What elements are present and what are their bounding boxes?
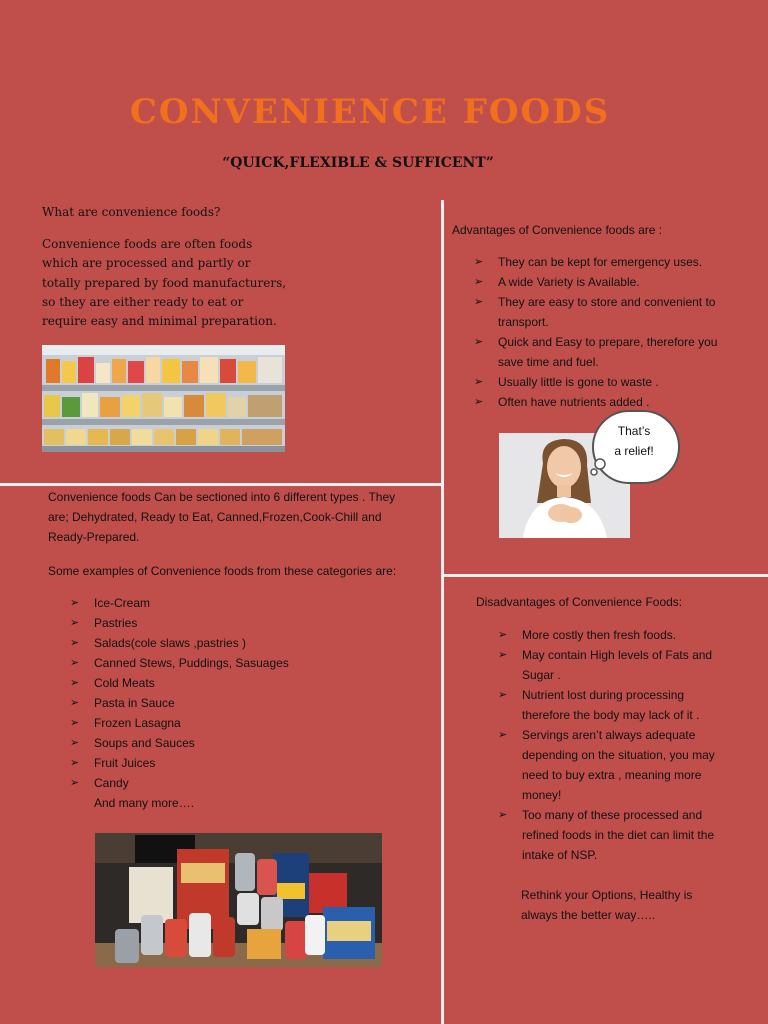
list-item: ➢ May contain High levels of Fats and Sugar . <box>498 645 728 685</box>
examples-list <box>70 593 370 793</box>
list-item: ➢ Candy <box>70 773 370 793</box>
list-item: ➢ Often have nutrients added . <box>474 392 734 412</box>
bubble-line: That’s <box>617 424 651 438</box>
list-item: ➢ Frozen Lasagna <box>70 713 370 733</box>
list-item: ➢ Nutrient lost during processing therefore the body may lack of it . <box>498 685 728 725</box>
list-item: ➢ Canned Stews, Puddings, Sasuages <box>70 653 370 673</box>
list-item: ➢ Pastries <box>70 613 370 633</box>
list-item: ➢ Ice-Cream <box>70 593 370 613</box>
divider-horizontal-right <box>444 574 768 577</box>
supermarket-shelf-image <box>42 345 285 452</box>
list-item: ➢ A wide Variety is Available. <box>474 272 734 292</box>
closing-text: Rethink your Options, Healthy is always the better way….. <box>521 888 693 922</box>
divider-vertical-top <box>441 200 444 580</box>
more-text: And many more…. <box>94 796 195 810</box>
list-item: ➢ More costly then fresh foods. <box>498 625 728 645</box>
canned-foods-image <box>95 833 382 967</box>
divider-vertical-bottom <box>441 578 444 1024</box>
list-item: ➢ They can be kept for emergency uses. <box>474 252 734 272</box>
list-item: ➢ Pasta in Sauce <box>70 693 370 713</box>
examples-heading: Some examples of Convenience foods from these categories are: <box>48 564 397 578</box>
page-subtitle: “QUICK,FLEXIBLE & SUFFICENT” <box>222 155 494 171</box>
divider-horizontal-left <box>0 483 442 486</box>
what-body: Convenience foods are often foods which are processed and partly or totally prepared by food manufacturers, so they are either ready to eat or require easy and minimal preparation. <box>42 237 287 329</box>
disadvantages-heading: Disadvantages of Convenience Foods: <box>476 595 683 609</box>
list-item: ➢ Soups and Sauces <box>70 733 370 753</box>
list-item: ➢ Too many of these processed and refined foods in the diet can limit the intake of NSP. <box>498 805 728 865</box>
bubble-text <box>596 421 672 461</box>
page-title: CONVENIENCE FOODS <box>129 92 611 132</box>
advantages-heading: Advantages of Convenience foods are : <box>452 223 663 237</box>
disadvantages-list <box>498 625 728 865</box>
types-intro: Convenience foods Can be sectioned into 6 different types . They are; Dehydrated, Ready to Eat, Canned,Frozen,Cook-Chill and Ready-Prepared. <box>48 490 396 544</box>
list-item: ➢ Usually little is gone to waste . <box>474 372 734 392</box>
advantages-list <box>474 252 734 412</box>
list-item: ➢ Quick and Easy to prepare, therefore you save time and fuel. <box>474 332 734 372</box>
what-heading: What are convenience foods? <box>42 205 221 219</box>
bubble-line: a relief! <box>614 444 654 458</box>
thought-bubble-tail <box>588 458 610 480</box>
list-item: ➢ Cold Meats <box>70 673 370 693</box>
list-item: ➢ They are easy to store and convenient to transport. <box>474 292 734 332</box>
list-item: ➢ Salads(cole slaws ,pastries ) <box>70 633 370 653</box>
list-item: ➢ Fruit Juices <box>70 753 370 773</box>
list-item: ➢ Servings aren’t always adequate depending on the situation, you may need to buy extra , meaning more money! <box>498 725 728 805</box>
